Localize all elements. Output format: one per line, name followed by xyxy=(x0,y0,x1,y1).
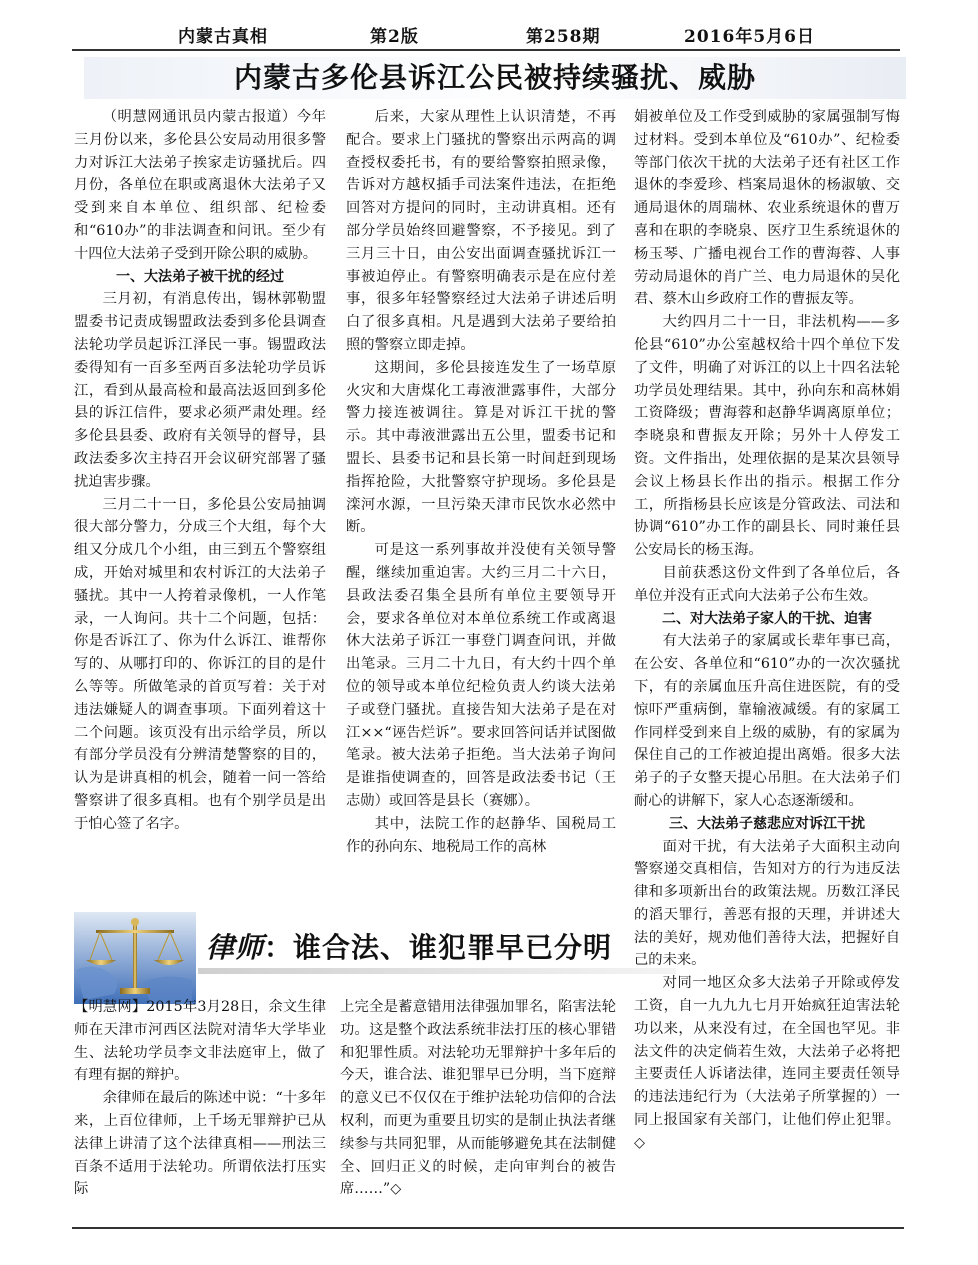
paragraph: 娟被单位及工作受到威胁的家属强制写悔过材料。受到本单位及“610办”、纪检委等部门依次干扰的大法弟子还有社区工作退休的李爱珍、档案局退休的杨淑敏、交通局退休的周瑞林、农业系统退休的曹万喜和在职的李晓泉、医疗卫生系统退休的杨玉琴、广播电视台工作的曹海蓉、人事劳动局退休的肖广兰、电力局退休的吴化君、蔡木山乡政府工作的曹振友等。 xyxy=(634,109,900,308)
article-column-2 xyxy=(346,106,616,906)
lawyer-title xyxy=(206,926,626,966)
paragraph: 这期间，多伦县接连发生了一场草原火灾和大唐煤化工毒液泄露事件，大部分警力接连被调往。算是对诉江干扰的警示。其中毒液泄露出五公里，盟委书记和盟长、县委书记和县长第一时间赶到现场指挥抢险，大批警察守护现场。多伦县是滦河水源，一旦污染天津市民饮水必然中断。 xyxy=(346,359,616,536)
paragraph: 后来，大家从理性上认识清楚，不再配合。要求上门骚扰的警察出示两高的调查授权委托书，有的要给警察拍照录像，告诉对方越权插手司法案件违法，在拒绝回答对方提问的同时，主动讲真相。还有部分学员始终回避警察，不予接见。到了三月三十日，由公安出面调查骚扰诉江一事被迫停止。有警察明确表示是在应付差事，很多年轻警察经过大法弟子讲述后明白了很多真相。凡是遇到大法弟子要给拍照的警察立即走掉。 xyxy=(346,109,616,353)
issue-date: 2016年5月6日 xyxy=(684,27,815,47)
paragraph: 【明慧网】2015年3月28日，余文生律师在天津市河西区法院对清华大学毕业生、法轮功学员李文非法庭审上，做了有理有据的辩护。 xyxy=(74,999,326,1084)
article-column-3 xyxy=(634,106,900,1221)
section-heading: 三、大法弟子慈悲应对诉江干扰 xyxy=(669,815,865,832)
paragraph: 其中，法院工作的赵静华、国税局工作的孙向东、地税局工作的高林 xyxy=(346,815,616,855)
scales-of-justice-icon xyxy=(74,912,196,1004)
section-heading: 二、对大法弟子家人的干扰、迫害 xyxy=(662,610,872,627)
banner-underline xyxy=(198,968,676,974)
paragraph: 大约四月二十一日，非法机构——多伦县“610”办公室越权给十四个单位下发了文件，明确了对诉江的以上十四名法轮功学员处理结果。其中，孙向东和高林娟工资降级；曹海蓉和赵静华调离原单位；李晓泉和曹振友开除；另外十人停发工资。文件指出，处理依据的是某次县领导会议上杨县长作出的指示。根据工作分工，所指杨县长应该是分管政法、司法和协调“610”办工作的副县长、同时兼任县公安局长的杨玉海。 xyxy=(634,314,900,559)
lawyer-title-rest: ：谁合法、谁犯罪早已分明 xyxy=(264,931,613,964)
issue-number: 第258期 xyxy=(526,27,601,47)
paragraph: 面对干扰，有大法弟子大面积主动向警察递交真相信，告知对方的行为违反法律和多项新出台的政策法规。历数江泽民的滔天罪行，善恶有报的天理，并讲述大法的美好，规劝他们善待大法，把握好自己的未来。 xyxy=(634,838,900,969)
article-column-1 xyxy=(74,106,326,906)
paragraph: 有大法弟子的家属或长辈年事已高，在公安、各单位和“610”办的一次次骚扰下，有的亲属血压升高住进医院，有的受惊吓严重病倒，靠输液减缓。有的家属工作同样受到来自上级的威胁，有的家属为保住自己的工作被迫提出离婚。很多大法弟子的子女整天提心吊胆。在大法弟子们耐心的讲解下，家人心态逐渐缓和。 xyxy=(634,633,900,809)
lawyer-title-label: 律师 xyxy=(206,931,265,964)
section-heading: 一、大法弟子被干扰的经过 xyxy=(116,268,284,285)
paragraph: 三月二十一日，多伦县公安局抽调很大部分警力，分成三个大组，每个大组又分成几个小组，由三到五个警察组成，开始对城里和农村诉江的大法弟子骚扰。其中一人挎着录像机，一人作笔录，一人询问。共十二个问题，包括：你是否诉江了、你为什么诉江、谁帮你写的、从哪打印的、你诉江的目的是什么等等。所做笔录的首页写着：关于对违法嫌疑人的调查事项。下面列着这十二个问题。该页没有出示给学员，所以有部分学员没有分辨清楚警察的目的，认为是讲真相的机会，随着一问一答给警察讲了很多真相。也有个别学员是出于怕心签了名字。 xyxy=(74,496,326,832)
paragraph: 上完全是蓄意错用法律强加罪名，陷害法轮功。这是整个政法系统非法打压的核心罪错和犯罪性质。对法轮功无罪辩护十多年后的今天，谁合法、谁犯罪早已分明，当下庭辩的意义已不仅仅在于维护法轮功信仰的合法权利，而更为重要且切实的是制止执法者继续参与共同犯罪，从而能够避免其在法制健全、回归正义的时候，走向审判台的被告席……”◇ xyxy=(340,999,616,1198)
paragraph: 可是这一系列事故并没使有关领导警醒，继续加重迫害。大约三月二十六日，县政法委召集全县所有单位主要领导开会，要求各单位对本单位系统工作或离退休大法弟子诉江一事登门调查问讯，并做出笔录。三月二十九日，有大约十四个单位的领导或本单位纪检负责人约谈大法弟子或登门骚扰。直接告知大法弟子是在对江××“诬告烂诉”。要求回答问话并试图做笔录。被大法弟子拒绝。当大法弟子询问是谁指使调查的，回答是政法委书记（王志勋）或回答是县长（赛娜）。 xyxy=(346,542,616,809)
paragraph: （明慧网通讯员内蒙古报道）今年三月份以来，多伦县公安局动用很多警力对诉江大法弟子挨家走访骚扰后。四月份，各单位在职或离退休大法弟子又受到来自本单位、组织部、纪检委和“610办”的非法调查和问讯。至少有十四位大法弟子受到开除公职的威胁。 xyxy=(74,109,326,262)
paper-name: 内蒙古真相 xyxy=(178,27,268,47)
lawyer-column-1 xyxy=(74,996,326,1224)
paragraph: 余律师在最后的陈述中说：“十多年来，上百位律师，上千场无罪辩护已从法律上讲清了这个法律真相——刑法三百条不适用于法轮功。所谓依法打压实际 xyxy=(74,1090,326,1198)
headline: 内蒙古多伦县诉江公民被持续骚扰、威胁 xyxy=(84,57,906,99)
lawyer-banner xyxy=(74,912,624,1004)
bottom-rule xyxy=(72,1227,904,1229)
edition: 第2版 xyxy=(370,27,419,47)
paragraph: 对同一地区众多大法弟子开除或停发工资，自一九九九七月开始疯狂迫害法轮功以来，从来没有过，在全国也罕见。非法文件的决定倘若生效，大法弟子必将把主要责任人诉诸法律，连同主要责任领导的违法违纪行为（大法弟子所掌握的）一同上报国家有关部门，让他们停止犯罪。◇ xyxy=(634,975,900,1151)
masthead xyxy=(72,22,900,48)
paragraph: 三月初，有消息传出，锡林郭勒盟盟委书记责成锡盟政法委到多伦县调查法轮功学员起诉江泽民一事。锡盟政法委得知有一百多至两百多法轮功学员诉江，看到从最高检和最高法返回到多伦县的诉江信件，要求必须严肃处理。经多伦县县委、政府有关领导的督导，县政法委多次主持召开会议研究部署了骚扰迫害步骤。 xyxy=(74,291,326,490)
paragraph: 目前获悉这份文件到了各单位后，各单位并没有正式向大法弟子公布生效。 xyxy=(634,564,900,604)
lawyer-column-2 xyxy=(340,996,616,1224)
top-rule xyxy=(72,49,900,51)
